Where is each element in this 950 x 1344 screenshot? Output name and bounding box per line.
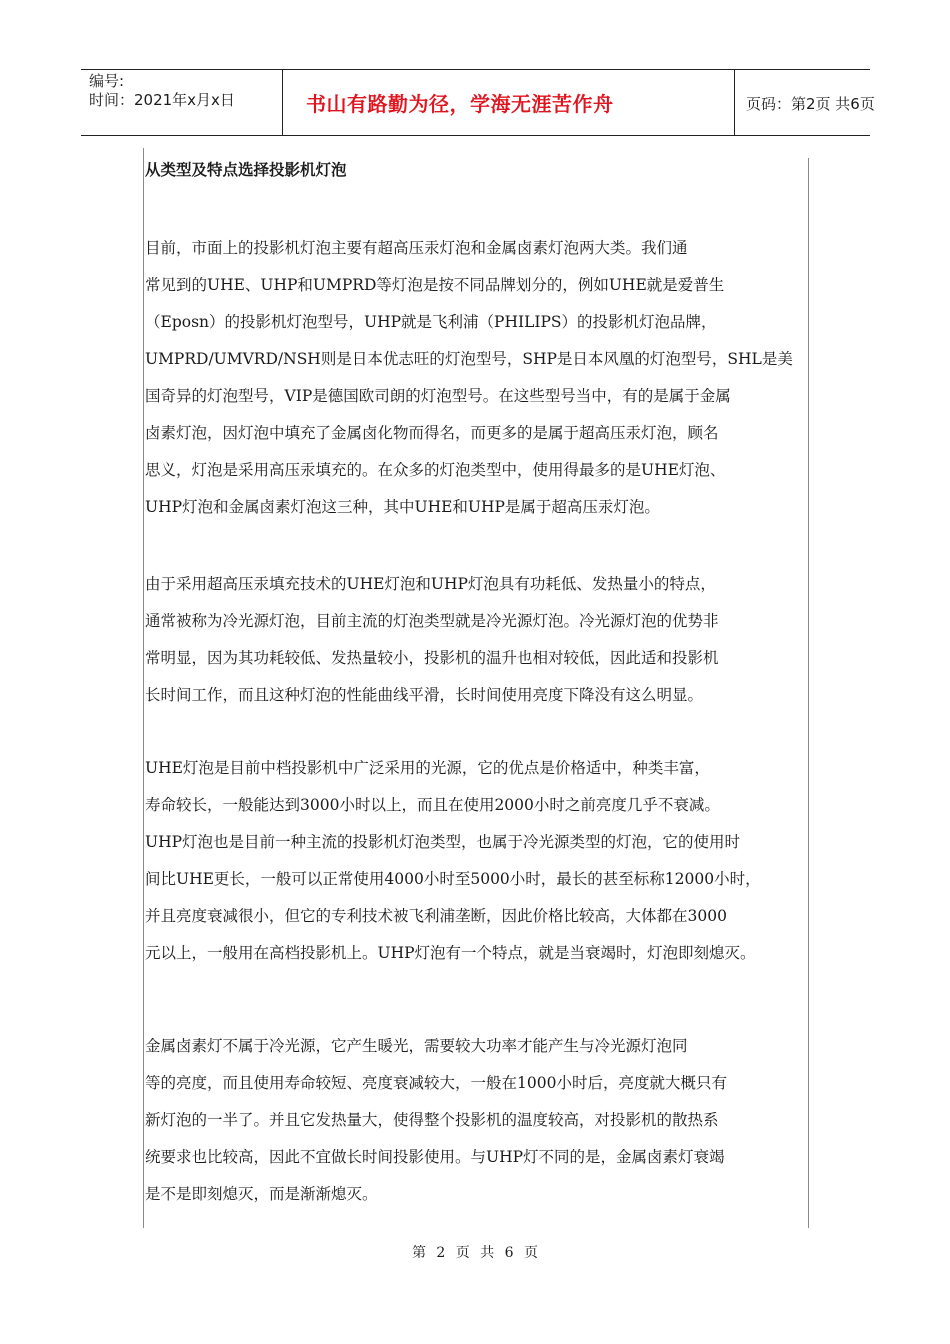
paragraph-line: 思义，灯泡是采用高压汞填充的。在众多的灯泡类型中，使用得最多的是UHE灯泡、: [145, 461, 726, 479]
article-title: 从类型及特点选择投影机灯泡: [145, 161, 347, 179]
document-number-label: 编号:: [89, 72, 125, 90]
paragraph-line: 等的亮度，而且使用寿命较短、亮度衰减较大，一般在1000小时后，亮度就大概只有: [145, 1074, 727, 1092]
paragraph-line: 寿命较长，一般能达到3000小时以上，而且在使用2000小时之前亮度几乎不衰减。: [145, 796, 720, 814]
motto-text: 书山有路勤为径，学海无涯苦作舟: [306, 92, 614, 116]
paragraph-line: （Eposn）的投影机灯泡型号，UHP就是飞利浦（PHILIPS）的投影机灯泡品牌，: [145, 313, 717, 331]
paragraph-line: 国奇异的灯泡型号，VIP是德国欧司朗的灯泡型号。在这些型号当中，有的是属于金属: [145, 387, 731, 405]
paragraph-line: 卤素灯泡，因灯泡中填充了金属卤化物而得名，而更多的是属于超高压汞灯泡，顾名: [145, 424, 719, 442]
paragraph-line: 长时间工作，而且这种灯泡的性能曲线平滑，长时间使用亮度下降没有这么明显。: [145, 686, 704, 704]
content-frame-left-border: [143, 148, 144, 1228]
paragraph-line: 统要求也比较高，因此不宜做长时间投影使用。与UHP灯不同的是，金属卤素灯衰竭: [145, 1148, 725, 1166]
paragraph-line: 间比UHE更长，一般可以正常使用4000小时至5000小时，最长的甚至标称12000小时，: [145, 870, 761, 888]
header-page-info: 页码：第2页 共6页: [746, 95, 875, 113]
paragraph-line: 并且亮度衰减很小，但它的专利技术被飞利浦垄断，因此价格比较高，大体都在3000: [145, 907, 727, 925]
header-table: [81, 69, 875, 136]
paragraph-line: 目前，市面上的投影机灯泡主要有超高压汞灯泡和金属卤素灯泡两大类。我们通: [145, 239, 688, 257]
paragraph-line: 通常被称为冷光源灯泡，目前主流的灯泡类型就是冷光源灯泡。冷光源灯泡的优势非: [145, 612, 719, 630]
document-time-label: 时间：2021年x月x日: [89, 91, 235, 109]
paragraph-line: UHP灯泡也是目前一种主流的投影机灯泡类型，也属于冷光源类型的灯泡，它的使用时: [145, 833, 741, 851]
paragraph-uhe-uhp: [145, 750, 809, 972]
header-motto-cell: [282, 70, 735, 135]
paragraph-line: 是不是即刻熄灭，而是渐渐熄灭。: [145, 1185, 378, 1203]
paragraph-line: UHP灯泡和金属卤素灯泡这三种，其中UHE和UHP是属于超高压汞灯泡。: [145, 498, 660, 516]
paragraph-line: 常见到的UHE、UHP和UMPRD等灯泡是按不同品牌划分的，例如UHE就是爱普生: [145, 276, 725, 294]
paragraph-line: 常明显，因为其功耗较低、发热量较小，投影机的温升也相对较低，因此适和投影机: [145, 649, 719, 667]
paragraph-line: UHE灯泡是目前中档投影机中广泛采用的光源，它的优点是价格适中，种类丰富，: [145, 759, 710, 777]
paragraph-line: 金属卤素灯不属于冷光源，它产生暖光，需要较大功率才能产生与冷光源灯泡同: [145, 1037, 688, 1055]
paragraph-line: 由于采用超高压汞填充技术的UHE灯泡和UHP灯泡具有功耗低、发热量小的特点，: [145, 575, 716, 593]
paragraph-metal-halide: [145, 1028, 809, 1213]
paragraph-line: 新灯泡的一半了。并且它发热量大，使得整个投影机的温度较高，对投影机的散热系: [145, 1111, 719, 1129]
paragraph-cold-light-source: [145, 566, 809, 714]
header-left-cell: [81, 70, 283, 135]
paragraph-line: UMPRD/UMVRD/NSH则是日本优志旺的灯泡型号，SHP是日本风凰的灯泡型号，SHL是美: [145, 350, 793, 368]
paragraph-lamp-types: [145, 230, 809, 526]
page-footer: 第 2 页 共 6 页: [411, 1245, 539, 1261]
paragraph-line: 元以上，一般用在高档投影机上。UHP灯泡有一个特点，就是当衰竭时，灯泡即刻熄灭。: [145, 944, 756, 962]
header-page-cell: [736, 70, 875, 135]
